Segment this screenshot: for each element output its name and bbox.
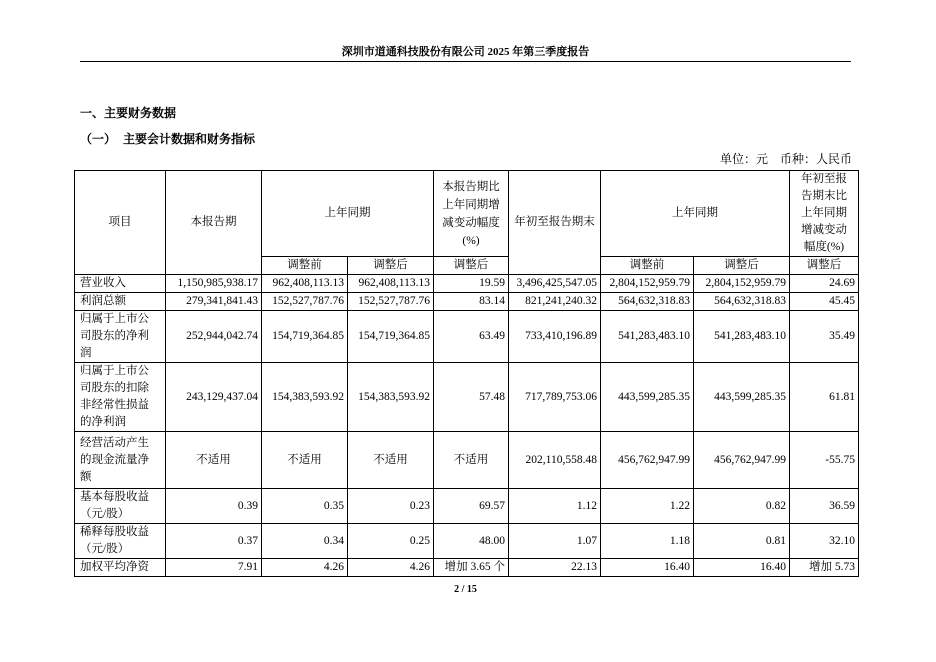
cell-item [75,524,166,559]
subheader-prior-after: 调整后 [348,257,434,275]
cell-prior-ytd-before: 541,283,483.10 [601,311,694,363]
cell-change: 不适用 [434,432,509,489]
cell-prior-after: 0.23 [348,489,434,524]
cell-item [75,293,166,311]
item-line: 利润总额 [80,295,126,307]
header-ytd-change-line: 增减变动 [801,224,847,236]
cell-ytd: 22.13 [509,559,601,577]
subheader-prior-ytd-after: 调整后 [694,257,790,275]
header-ytd: 年初至报告期末 [509,171,601,275]
cell-prior-after: 154,383,593.92 [348,363,434,432]
cell-prior-ytd-after: 2,804,152,959.79 [694,275,790,293]
cell-prior-before: 154,383,593.92 [262,363,348,432]
header-current-period: 本报告期 [166,171,262,275]
header-change-line: (%) [462,234,480,247]
cell-ytd-change: -55.75 [790,432,859,489]
cell-ytd-change: 增加 5.73 [790,559,859,577]
cell-prior-ytd-after: 456,762,947.99 [694,432,790,489]
cell-current: 1,150,985,938.17 [166,275,262,293]
item-line: 额 [80,470,92,483]
cell-prior-after: 4.26 [348,559,434,577]
table-row [75,432,859,489]
table-row [75,275,859,293]
cell-ytd: 717,789,753.06 [509,363,601,432]
cell-ytd: 202,110,558.48 [509,432,601,489]
header-change-line: 本报告期比 [442,180,500,193]
cell-item [75,489,166,524]
table-row [75,524,859,559]
cell-prior-ytd-before: 564,632,318.83 [601,293,694,311]
cell-prior-before: 152,527,787.76 [262,293,348,311]
item-line: 归属于上市公 [80,365,149,377]
table-row [75,311,859,363]
cell-prior-after: 0.25 [348,524,434,559]
report-header-title: 深圳市道通科技股份有限公司 2025 年第三季度报告 [341,46,590,58]
table-row [75,293,859,311]
table-row [75,363,859,432]
cell-ytd: 1.07 [509,524,601,559]
cell-ytd-change: 24.69 [790,275,859,293]
header-ytd-change-line: 幅度(%) [803,241,845,253]
cell-prior-ytd-after: 564,632,318.83 [694,293,790,311]
cell-prior-ytd-after: 541,283,483.10 [694,311,790,363]
section-title: 一、主要财务数据 [80,106,177,120]
page-number: 2 / 15 [454,584,477,595]
header-rule [80,61,851,62]
cell-ytd-change: 45.45 [790,293,859,311]
cell-prior-before: 不适用 [262,432,348,489]
cell-change: 48.00 [434,524,509,559]
cell-change: 57.48 [434,363,509,432]
item-line: 经营活动产生 [80,436,149,449]
subheader-prior-ytd-before: 调整前 [601,257,694,275]
subheader-change-after: 调整后 [434,257,509,275]
cell-prior-ytd-before: 16.40 [601,559,694,577]
cell-current: 0.37 [166,524,262,559]
item-line: 司股东的净利 [80,330,149,342]
cell-prior-ytd-before: 1.18 [601,524,694,559]
cell-prior-after: 154,719,364.85 [348,311,434,363]
cell-prior-after: 962,408,113.13 [348,275,434,293]
cell-prior-ytd-after: 443,599,285.35 [694,363,790,432]
cell-change: 63.49 [434,311,509,363]
cell-prior-ytd-before: 443,599,285.35 [601,363,694,432]
cell-prior-ytd-after: 16.40 [694,559,790,577]
table-row [75,489,859,524]
header-change-line: 减变动幅度 [442,216,500,229]
item-line: 营业收入 [80,277,126,289]
item-line: （元/股） [80,508,130,520]
cell-ytd: 821,241,240.32 [509,293,601,311]
cell-prior-before: 4.26 [262,559,348,577]
cell-prior-before: 0.35 [262,489,348,524]
cell-item [75,363,166,432]
item-line: 基本每股收益 [80,491,149,503]
header-ytd-change-line: 年初至报 [801,173,847,185]
item-line: 归属于上市公 [80,313,149,325]
cell-item [75,432,166,489]
cell-current: 0.39 [166,489,262,524]
header-change [434,171,509,257]
cell-ytd-change: 35.49 [790,311,859,363]
header-prior-period: 上年同期 [262,171,434,257]
header-prior-ytd: 上年同期 [601,171,790,257]
item-line: 加权平均净资 [80,561,149,573]
cell-ytd-change: 36.59 [790,489,859,524]
cell-item [75,559,166,577]
cell-current: 不适用 [166,432,262,489]
cell-current: 243,129,437.04 [166,363,262,432]
unit-note: 单位：元 币种：人民币 [719,152,852,166]
cell-current: 7.91 [166,559,262,577]
cell-prior-after: 152,527,787.76 [348,293,434,311]
cell-prior-before: 0.34 [262,524,348,559]
cell-prior-ytd-before: 456,762,947.99 [601,432,694,489]
cell-prior-after: 不适用 [348,432,434,489]
cell-current: 279,341,841.43 [166,293,262,311]
cell-ytd: 3,496,425,547.05 [509,275,601,293]
item-line: 司股东的扣除 [80,382,149,394]
cell-change: 19.59 [434,275,509,293]
header-item: 项目 [75,171,166,275]
cell-current: 252,944,042.74 [166,311,262,363]
header-ytd-change [790,171,859,257]
cell-prior-before: 962,408,113.13 [262,275,348,293]
header-ytd-change-line: 告期末比 [801,190,847,202]
cell-item [75,275,166,293]
cell-prior-ytd-before: 2,804,152,959.79 [601,275,694,293]
cell-change: 83.14 [434,293,509,311]
subheader-prior-before: 调整前 [262,257,348,275]
financial-data-table [74,170,859,577]
item-line: 的现金流量净 [80,453,149,466]
cell-prior-before: 154,719,364.85 [262,311,348,363]
cell-change: 增加 3.65 个 [434,559,509,577]
item-line: （元/股） [80,543,130,555]
cell-item [75,311,166,363]
item-line: 稀释每股收益 [80,526,149,538]
cell-prior-ytd-after: 0.82 [694,489,790,524]
section-subtitle: （一） 主要会计数据和财务指标 [80,132,256,146]
header-change-line: 上年同期增 [442,198,500,211]
table-row [75,559,859,577]
item-line: 的净利润 [80,416,126,428]
cell-ytd-change: 61.81 [790,363,859,432]
cell-ytd: 1.12 [509,489,601,524]
cell-ytd: 733,410,196.89 [509,311,601,363]
subheader-ytd-change-after: 调整后 [790,257,859,275]
cell-change: 69.57 [434,489,509,524]
item-line: 润 [80,347,92,359]
cell-prior-ytd-before: 1.22 [601,489,694,524]
cell-ytd-change: 32.10 [790,524,859,559]
cell-prior-ytd-after: 0.81 [694,524,790,559]
header-ytd-change-line: 上年同期 [801,207,847,219]
item-line: 非经常性损益 [80,399,149,411]
table-header-row [75,171,859,257]
